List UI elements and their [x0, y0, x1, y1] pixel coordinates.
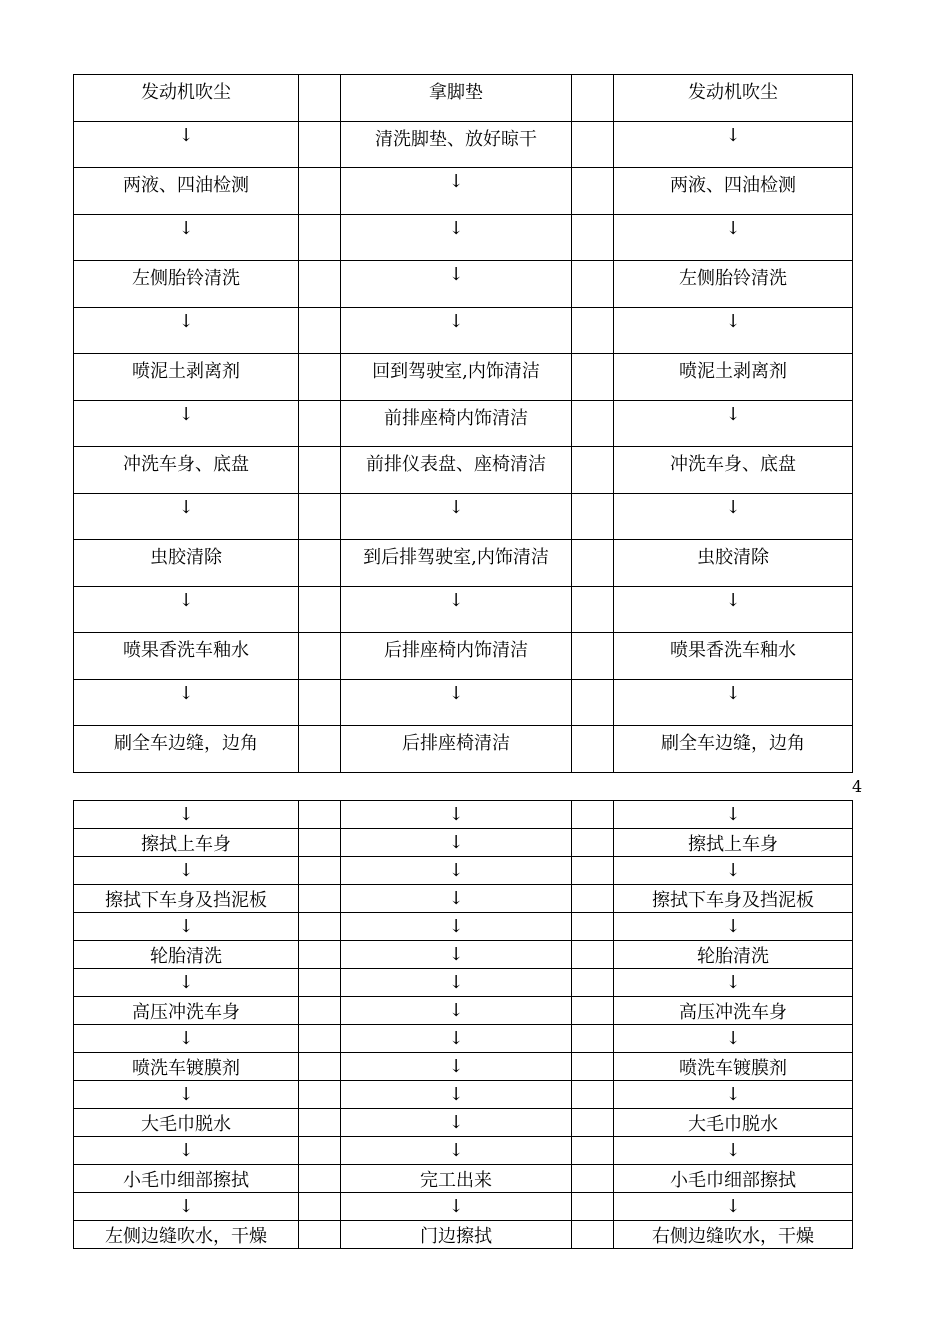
- table-cell: [572, 168, 614, 215]
- table-row: [74, 214, 853, 261]
- table-row: [74, 354, 853, 401]
- table-row: [74, 969, 853, 997]
- table-cell: 擦拭上车身: [74, 829, 299, 857]
- table-cell: 高压冲洗车身: [74, 997, 299, 1025]
- table-cell: [572, 1165, 614, 1193]
- page-number: 4: [852, 777, 863, 796]
- table-row: [74, 168, 853, 215]
- table-cell: ↓: [341, 1109, 572, 1137]
- table-cell: ↓: [341, 586, 572, 633]
- table-cell: [299, 1165, 341, 1193]
- flow-table-page-1: [73, 74, 853, 773]
- table-cell: [299, 1053, 341, 1081]
- table-cell: [299, 913, 341, 941]
- table-row: [74, 1025, 853, 1053]
- table-cell: [299, 75, 341, 122]
- table-cell: [572, 1221, 614, 1249]
- table-cell: [299, 885, 341, 913]
- table-cell: ↓: [614, 1025, 853, 1053]
- table-cell: 发动机吹尘: [614, 75, 853, 122]
- table-cell: 小毛巾细部擦拭: [74, 1165, 299, 1193]
- table-row: [74, 121, 853, 168]
- table-cell: 喷泥土剥离剂: [74, 354, 299, 401]
- table-cell: [572, 857, 614, 885]
- table-cell: [299, 679, 341, 726]
- table-row: [74, 1165, 853, 1193]
- table-cell: [299, 1137, 341, 1165]
- table-cell: [572, 1025, 614, 1053]
- table-cell: 前排仪表盘、座椅清洁: [341, 447, 572, 494]
- table-cell: 轮胎清洗: [74, 941, 299, 969]
- table-cell: ↓: [341, 1193, 572, 1221]
- table-row: [74, 801, 853, 829]
- table-cell: ↓: [74, 857, 299, 885]
- table-row: [74, 540, 853, 587]
- table-cell: [572, 400, 614, 447]
- table-cell: [572, 1081, 614, 1109]
- table-cell: ↓: [341, 1053, 572, 1081]
- table-row: [74, 493, 853, 540]
- table-cell: [299, 801, 341, 829]
- table-cell: 到后排驾驶室,内饰清洁: [341, 540, 572, 587]
- table-cell: [572, 1109, 614, 1137]
- table-row: [74, 586, 853, 633]
- table-cell: ↓: [341, 1025, 572, 1053]
- table-cell: ↓: [74, 969, 299, 997]
- table-cell: [299, 1025, 341, 1053]
- table-row: [74, 75, 853, 122]
- table-cell: ↓: [341, 885, 572, 913]
- table-cell: ↓: [614, 679, 853, 726]
- table-cell: [572, 1053, 614, 1081]
- table-cell: 回到驾驶室,内饰清洁: [341, 354, 572, 401]
- table-cell: ↓: [74, 801, 299, 829]
- table-cell: 喷洗车镀膜剂: [74, 1053, 299, 1081]
- table-cell: [299, 969, 341, 997]
- table-cell: [299, 214, 341, 261]
- table-cell: 擦拭上车身: [614, 829, 853, 857]
- table-cell: ↓: [614, 801, 853, 829]
- table-cell: 清洗脚垫、放好晾干: [341, 121, 572, 168]
- table-cell: [572, 447, 614, 494]
- table-cell: ↓: [614, 121, 853, 168]
- table-cell: 左侧胎铃清洗: [614, 261, 853, 308]
- table-cell: [299, 586, 341, 633]
- table-row: [74, 307, 853, 354]
- table-row: [74, 400, 853, 447]
- table-cell: [299, 354, 341, 401]
- table-cell: [299, 1221, 341, 1249]
- table-cell: 轮胎清洗: [614, 941, 853, 969]
- flow-table-body: [74, 75, 853, 773]
- table-cell: [299, 307, 341, 354]
- table-row: [74, 913, 853, 941]
- table-cell: ↓: [74, 307, 299, 354]
- table-cell: [299, 726, 341, 773]
- table-cell: ↓: [614, 307, 853, 354]
- table-cell: 大毛巾脱水: [614, 1109, 853, 1137]
- table-cell: ↓: [614, 857, 853, 885]
- table-cell: [299, 857, 341, 885]
- table-cell: 完工出来: [341, 1165, 572, 1193]
- table-cell: 喷果香洗车釉水: [614, 633, 853, 680]
- table-cell: [299, 168, 341, 215]
- table-cell: [572, 726, 614, 773]
- table-cell: 冲洗车身、底盘: [74, 447, 299, 494]
- table-row: [74, 633, 853, 680]
- table-cell: 虫胶清除: [614, 540, 853, 587]
- table-cell: ↓: [341, 679, 572, 726]
- table-cell: [572, 1137, 614, 1165]
- table-cell: ↓: [614, 1137, 853, 1165]
- table-row: [74, 1053, 853, 1081]
- table-row: [74, 857, 853, 885]
- table-cell: [299, 1109, 341, 1137]
- table-cell: ↓: [614, 969, 853, 997]
- table-cell: ↓: [614, 400, 853, 447]
- table-cell: 后排座椅内饰清洁: [341, 633, 572, 680]
- table-cell: ↓: [74, 400, 299, 447]
- table-cell: [299, 1193, 341, 1221]
- table-cell: [572, 75, 614, 122]
- table-cell: ↓: [74, 1025, 299, 1053]
- table-row: [74, 1193, 853, 1221]
- table-cell: 左侧胎铃清洗: [74, 261, 299, 308]
- table-cell: ↓: [74, 493, 299, 540]
- table-row: [74, 997, 853, 1025]
- table-cell: ↓: [74, 1081, 299, 1109]
- table-cell: ↓: [74, 214, 299, 261]
- table-row: [74, 885, 853, 913]
- table-row: [74, 726, 853, 773]
- table-row: [74, 679, 853, 726]
- table-cell: [299, 633, 341, 680]
- table-cell: [572, 997, 614, 1025]
- table-cell: ↓: [341, 493, 572, 540]
- flow-table-page-2: [73, 800, 853, 1249]
- table-cell: [572, 261, 614, 308]
- table-cell: [572, 829, 614, 857]
- table-cell: [572, 913, 614, 941]
- table-cell: ↓: [341, 307, 572, 354]
- table-cell: 两液、四油检测: [74, 168, 299, 215]
- table-cell: 前排座椅内饰清洁: [341, 400, 572, 447]
- table-cell: [299, 829, 341, 857]
- table-cell: [572, 214, 614, 261]
- table-cell: ↓: [614, 214, 853, 261]
- table-cell: ↓: [614, 1193, 853, 1221]
- table-cell: ↓: [614, 1081, 853, 1109]
- table-cell: [299, 941, 341, 969]
- table-cell: ↓: [74, 586, 299, 633]
- table-cell: ↓: [74, 1193, 299, 1221]
- table-cell: 刷全车边缝，边角: [614, 726, 853, 773]
- table-cell: [572, 354, 614, 401]
- table-cell: ↓: [614, 913, 853, 941]
- table-cell: ↓: [341, 829, 572, 857]
- table-cell: ↓: [341, 857, 572, 885]
- table-row: [74, 941, 853, 969]
- table-cell: 擦拭下车身及挡泥板: [74, 885, 299, 913]
- table-cell: 喷洗车镀膜剂: [614, 1053, 853, 1081]
- table-cell: ↓: [74, 679, 299, 726]
- table-row: [74, 1221, 853, 1249]
- table-cell: [572, 1193, 614, 1221]
- table-cell: [299, 121, 341, 168]
- table-cell: 虫胶清除: [74, 540, 299, 587]
- table-cell: [572, 969, 614, 997]
- table-cell: 门边擦拭: [341, 1221, 572, 1249]
- table-cell: [572, 586, 614, 633]
- table-cell: ↓: [341, 997, 572, 1025]
- table-cell: [299, 447, 341, 494]
- flow-table-body: [74, 801, 853, 1249]
- table-cell: ↓: [341, 214, 572, 261]
- table-cell: [299, 1081, 341, 1109]
- table-cell: [572, 540, 614, 587]
- table-cell: 两液、四油检测: [614, 168, 853, 215]
- table-row: [74, 447, 853, 494]
- table-cell: 喷泥土剥离剂: [614, 354, 853, 401]
- table-cell: 刷全车边缝，边角: [74, 726, 299, 773]
- table-cell: 大毛巾脱水: [74, 1109, 299, 1137]
- table-cell: 冲洗车身、底盘: [614, 447, 853, 494]
- table-row: [74, 829, 853, 857]
- table-cell: [572, 493, 614, 540]
- table-cell: 拿脚垫: [341, 75, 572, 122]
- table-row: [74, 1081, 853, 1109]
- table-cell: 左侧边缝吹水，干燥: [74, 1221, 299, 1249]
- table-cell: ↓: [341, 1081, 572, 1109]
- table-row: [74, 1137, 853, 1165]
- table-cell: [572, 307, 614, 354]
- table-cell: [299, 997, 341, 1025]
- table-cell: [572, 121, 614, 168]
- table-cell: 小毛巾细部擦拭: [614, 1165, 853, 1193]
- table-cell: ↓: [614, 586, 853, 633]
- table-cell: 后排座椅清洁: [341, 726, 572, 773]
- table-cell: ↓: [341, 913, 572, 941]
- table-cell: [572, 885, 614, 913]
- table-cell: ↓: [341, 1137, 572, 1165]
- table-cell: 擦拭下车身及挡泥板: [614, 885, 853, 913]
- table-cell: ↓: [74, 121, 299, 168]
- table-cell: 右侧边缝吹水，干燥: [614, 1221, 853, 1249]
- table-cell: ↓: [74, 913, 299, 941]
- table-cell: [572, 679, 614, 726]
- table-cell: 喷果香洗车釉水: [74, 633, 299, 680]
- table-row: [74, 1109, 853, 1137]
- table-cell: [299, 540, 341, 587]
- table-cell: ↓: [341, 168, 572, 215]
- table-cell: ↓: [614, 493, 853, 540]
- table-cell: 高压冲洗车身: [614, 997, 853, 1025]
- table-cell: [572, 941, 614, 969]
- table-cell: [299, 493, 341, 540]
- table-cell: [572, 633, 614, 680]
- table-cell: ↓: [341, 941, 572, 969]
- table-cell: [572, 801, 614, 829]
- table-cell: ↓: [341, 261, 572, 308]
- table-cell: ↓: [341, 969, 572, 997]
- table-cell: [299, 261, 341, 308]
- table-cell: ↓: [74, 1137, 299, 1165]
- table-row: [74, 261, 853, 308]
- table-cell: 发动机吹尘: [74, 75, 299, 122]
- table-cell: [299, 400, 341, 447]
- table-cell: ↓: [341, 801, 572, 829]
